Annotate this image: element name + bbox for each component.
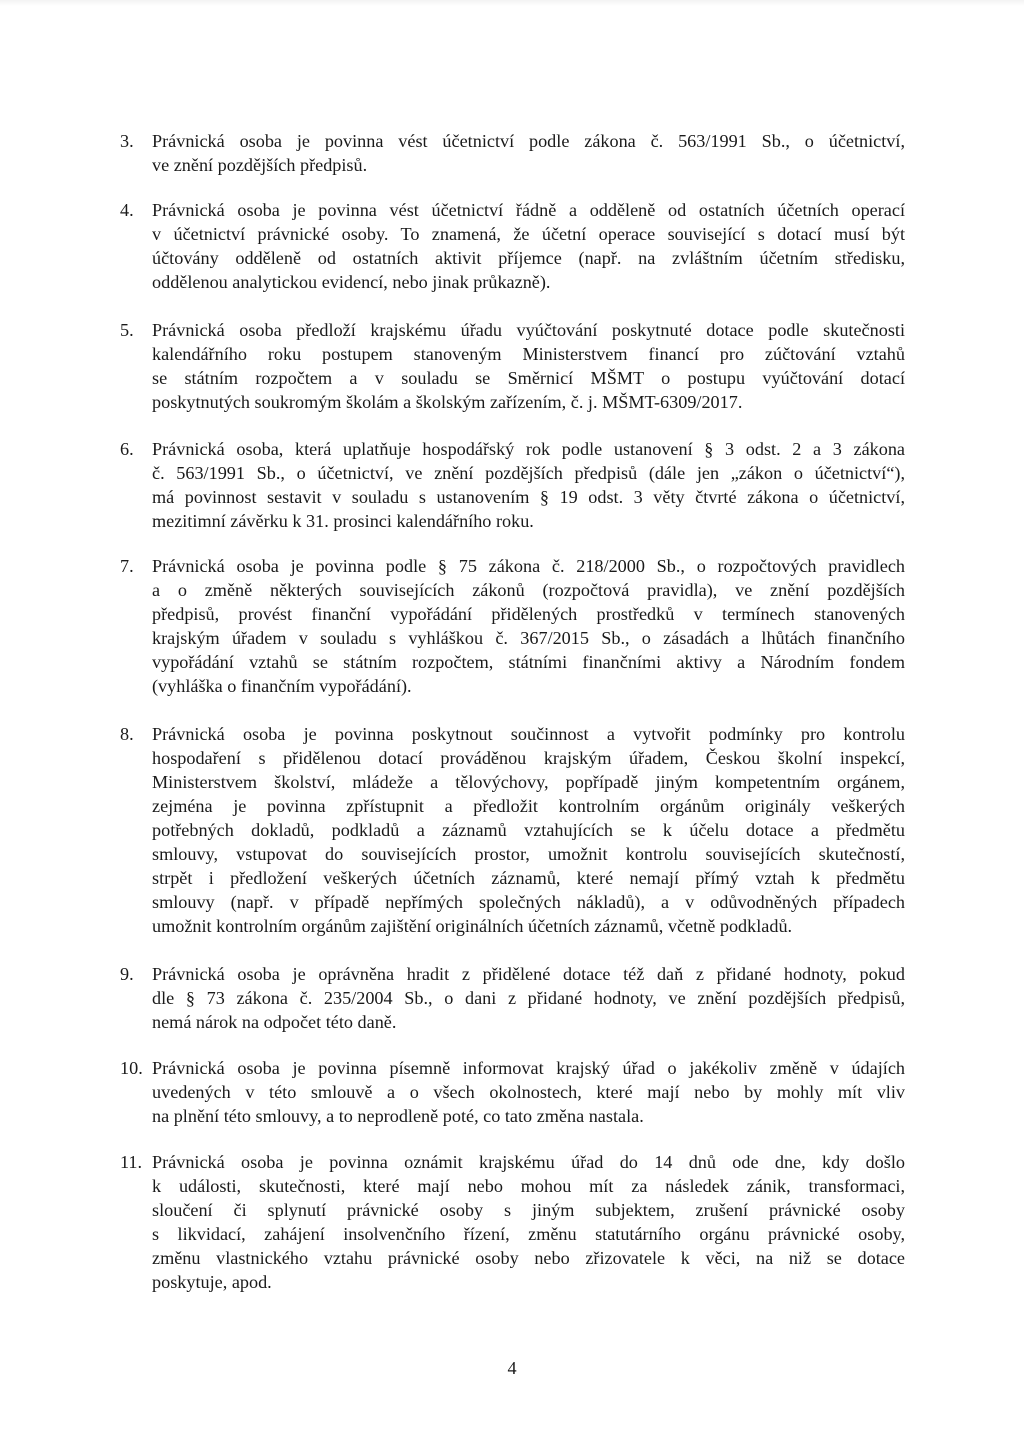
paragraph-line: Právnická osoba, která uplatňuje hospodářský rok podle ustanovení § 3 odst. 2 a 3 zákona: [152, 439, 905, 459]
paragraph-5: [120, 318, 905, 414]
paragraph-line: změnu vlastnického vztahu právnické osoby nebo zřizovatele k věci, na niž se dotace: [152, 1248, 905, 1268]
paragraph-line: mezitimní závěrku k 31. prosinci kalendářního roku.: [152, 511, 534, 531]
paragraph-line: s likvidací, zahájení insolvenčního řízení, změnu statutárního orgánu právnické osoby,: [152, 1224, 905, 1244]
paragraph-line: Právnická osoba je povinna vést účetnictví řádně a odděleně od ostatních účetních operací: [152, 200, 905, 220]
paragraph-line: a o změně některých souvisejících zákonů (rozpočtová pravidla), ve znění pozdějších: [152, 580, 905, 600]
paragraph-line: Právnická osoba je oprávněna hradit z přidělené dotace též daň z přidané hodnoty, pokud: [152, 964, 905, 984]
paragraph-line: Právnická osoba je povinna písemně informovat krajský úřad o jakékoliv změně v údajích: [152, 1058, 905, 1078]
paragraph-line: Ministerstvem školství, mládeže a tělovýchovy, popřípadě jiným kompetentním orgánem,: [152, 772, 905, 792]
paragraph-8: [120, 722, 905, 938]
paragraph-line: umožnit kontrolním orgánům zajištění originálních účetních záznamů, včetně podkladů.: [152, 916, 793, 936]
paragraph-line: zejména je povinna zpřístupnit a předložit kontrolním orgánům originály veškerých: [152, 796, 905, 816]
paragraph-line: sloučení či splynutí právnické osoby s jiným subjektem, zrušení právnické osoby: [152, 1200, 905, 1220]
page-number: 4: [507, 1358, 517, 1378]
paragraph-10: [120, 1056, 905, 1128]
paragraph-line: nemá nárok na odpočet této daně.: [152, 1012, 397, 1032]
paragraph-9: [120, 962, 905, 1034]
paragraph-line: uvedených v této smlouvě a o všech okolnostech, které mají nebo by mohly mít vliv: [152, 1082, 905, 1102]
paragraph-line: (vyhláška o finančním vypořádání).: [152, 676, 412, 696]
paragraph-11: [120, 1150, 905, 1294]
paragraph-line: oddělenou analytickou evidencí, nebo jinak průkazně).: [152, 272, 551, 292]
paragraph-line: hospodaření s přidělenou dotací prováděnou krajským úřadem, Českou školní inspekcí,: [152, 748, 905, 768]
paragraph-line: smlouvy, vstupovat do souvisejících prostor, umožnit kontrolu souvisejících skutečností,: [152, 844, 905, 864]
paragraph-line: poskytuje, apod.: [152, 1272, 272, 1292]
paragraph-number: 11.: [120, 1152, 143, 1172]
paragraph-number: 8.: [120, 724, 134, 744]
paragraph-number: 5.: [120, 320, 134, 340]
paragraph-line: na plnění této smlouvy, a to neprodleně poté, co tato změna nastala.: [152, 1106, 644, 1126]
paragraph-line: Právnická osoba je povinna vést účetnictví podle zákona č. 563/1991 Sb., o účetnictví,: [152, 131, 905, 151]
paragraph-line: Právnická osoba je povinna oznámit krajskému úřad do 14 dnů ode dne, kdy došlo: [152, 1152, 905, 1172]
paragraph-line: dle § 73 zákona č. 235/2004 Sb., o dani z přidané hodnoty, ve znění pozdějších předpisů,: [152, 988, 905, 1008]
paragraph-6: [120, 437, 905, 533]
paragraph-line: krajským úřadem v souladu s vyhláškou č. 367/2015 Sb., o zásadách a lhůtách finančního: [152, 628, 905, 648]
paragraph-line: strpět i předložení veškerých účetních záznamů, které nemají přímý vztah k předmětu: [152, 868, 905, 888]
paragraph-number: 9.: [120, 964, 134, 984]
paragraph-3: [120, 129, 905, 177]
paragraph-line: Právnická osoba je povinna podle § 75 zákona č. 218/2000 Sb., o rozpočtových pravidlech: [152, 556, 905, 576]
scan-edge: [0, 0, 1024, 6]
paragraph-line: potřebných dokladů, podkladů a záznamů vztahujících se k účelu dotace a předmětu: [152, 820, 905, 840]
paragraph-4: [120, 198, 905, 294]
paragraph-line: v účetnictví právnické osoby. To znamená, že účetní operace související s dotací musí být: [152, 224, 905, 244]
paragraph-line: předpisů, provést finanční vypořádání přidělených prostředků v termínech stanovených: [152, 604, 905, 624]
paragraph-line: kalendářního roku postupem stanoveným Ministerstvem financí pro zúčtování vztahů: [152, 344, 905, 364]
paragraph-line: smlouvy (např. v případě nepřímých společných nákladů), a v odůvodněných případech: [152, 892, 905, 912]
paragraph-line: účtovány odděleně od ostatních aktivit příjemce (např. na zvláštním účetním středisku,: [152, 248, 905, 268]
paragraph-line: se státním rozpočtem a v souladu se Směrnicí MŠMT o postupu vyúčtování dotací: [152, 368, 905, 388]
paragraph-line: poskytnutých soukromým školám a školským zařízením, č. j. MŠMT-6309/2017.: [152, 392, 743, 412]
paragraph-line: č. 563/1991 Sb., o účetnictví, ve znění pozdějších předpisů (dále jen „zákon o účetnictví“),: [152, 463, 905, 483]
paragraph-number: 10.: [120, 1058, 143, 1078]
paragraph-number: 4.: [120, 200, 134, 220]
paragraph-line: ve znění pozdějších předpisů.: [152, 155, 368, 175]
paragraph-number: 7.: [120, 556, 134, 576]
paragraph-line: Právnická osoba je povinna poskytnout součinnost a vytvořit podmínky pro kontrolu: [152, 724, 905, 744]
paragraph-line: Právnická osoba předloží krajskému úřadu vyúčtování poskytnuté dotace podle skutečnosti: [152, 320, 905, 340]
paragraph-number: 3.: [120, 131, 134, 151]
paragraph-line: k události, skutečnosti, které mají nebo mohou mít za následek zánik, transformaci,: [152, 1176, 905, 1196]
paragraph-number: 6.: [120, 439, 134, 459]
paragraph-line: vypořádání vztahů se státním rozpočtem, státními finančními aktivy a Národním fondem: [152, 652, 905, 672]
paragraph-7: [120, 554, 905, 698]
paragraph-line: má povinnost sestavit v souladu s ustanovením § 19 odst. 3 věty čtvrté zákona o účetnictví,: [152, 487, 905, 507]
